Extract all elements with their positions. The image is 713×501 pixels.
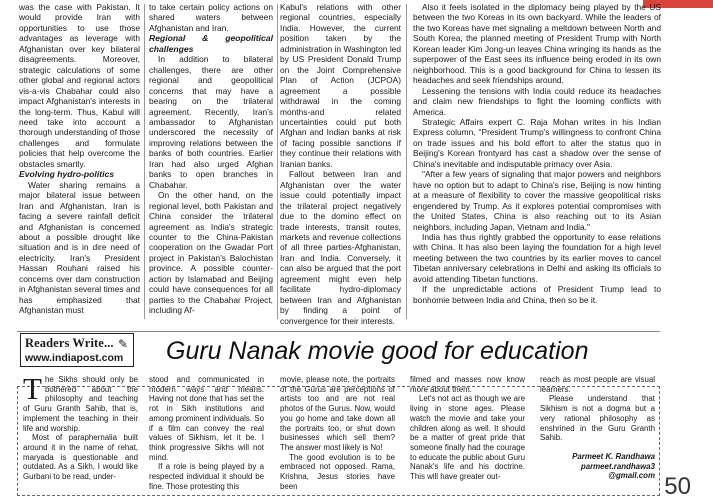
article-paragraph: Also it feels isolated in the diplomacy being played by the US between the two Koreas in its own backyard. While the leaders of the two Koreas have met signaling a meltdown between North and South Korea, the planned meeting of President Trump with North Korean leader Kim Jong-un leaves China wringing its hands as the superpower of the East sees its influence being eroded in its own neighborhood. This is a good background for China to lessen its headaches and seek friendships around. [413, 2, 661, 86]
readers-write-logo [20, 333, 134, 367]
letter-paragraph: Please understand that Sikhism is not a dogma but a very rational philosophy as enshrined in the Guru Granth Sahib. [540, 394, 655, 443]
pen-icon: ✎ [117, 337, 128, 351]
article-paragraph: Kabul's relations with other regional countries, especially India. However, the current position taken by the administration in Washington led by US President Donald Trump on the Joint Comprehensive Plan of Action (JCPOA) agreement a possible withdrawal in the coming months-and related uncertainties could put both Afghan and Indian banks at risk of facing possible sanctions if they continue their relations with Iranian banks. [280, 2, 401, 169]
article-paragraph: If the unpredictable actions of President Trump lead to bonhomie between India and China, then so be it. [413, 284, 661, 305]
signature-email-domain: @gmail.com [608, 471, 655, 481]
signature-name: Parmeet K. Randhawa [572, 451, 655, 461]
letter-paragraph: The good evolution is to be embraced not opposed. Rama, Krishna, Jesus stories have been [280, 452, 395, 491]
column-divider [406, 4, 407, 319]
letter-column-5 [540, 375, 655, 493]
article-column-3 [280, 2, 401, 326]
article-paragraph: Fallout between Iran and Afghanistan over the water issue could potentially impact the trilateral project negatively due to the domino effect on trade interests, transit routes, markets and revenue collections of all three parties-Afghanistan, Iran and India. Conversely, it can also be argued that the port agreement might even help facilitate hydro-diplomacy between Iran and Afghanistan by finding a point of convergence for their interests. [280, 169, 401, 326]
logo-url: www.indiapost.com [25, 352, 124, 364]
letter-paragraph: stood and communicated in modern ways and means. Having not done that has set the rot in Sikh institutions and among prominent individuals. So if a film can convey the real values of Sikhism, let it be. I think progressive Sikhs will not mind. [149, 375, 264, 462]
subheading-regional-challenges: Regional & geopolitical challenges [149, 33, 273, 54]
letter-paragraph: If a role is being played by a respected individual it should be fine. Those protesting this [149, 462, 264, 491]
article-paragraph: was the case with Pakistan. It would provide Iran with opportunities to use those advantages as leverage with Afghanistan over key bilateral disagreements. Moreover, strategic calculations of some other global and regional actors vis-a-vis Chabahar could also impact Afghanistan's interests in the long-term. Thus, Kabul will need take into account a thorough understanding of those challenges and formulate policies that help overcome the obstacles smartly. [19, 2, 140, 169]
page-number: 50 [664, 473, 691, 500]
subheading-hydro-politics: Evolving hydro-politics [19, 169, 115, 180]
article-paragraph: India has thus rightly grabbed the opportunity to ease relations with China. It has also been laying the foundation for a high level meeting between the two countries by its earlier moves to cancel Tibetan anniversary celebrations in Delhi and asking its officials to avoid attending Tibetan functions. [413, 231, 661, 284]
article-paragraph: "After a few years of signaling that major powers and neighbors have no option but to adapt to China's rise, Beijing is now hinting at a measure of flexibility to cover the massive geopolitical risks engendered by Trump. As it explores potential compromises with the United States, China is also reaching out to its Asian neighbors, including Japan, Vietnam and India." [413, 169, 661, 232]
article-paragraph: Lessening the tensions with India could reduce its headaches and claim new friendships to fight the looming conflicts with America. [413, 85, 661, 117]
signature [540, 452, 655, 481]
article-column-1 [19, 2, 140, 320]
article-paragraph: Strategic Affairs expert C. Raja Mohan writes in his Indian Express column, "President Trump's willingness to confront China on trade issues and his bold effort to alter the status quo in Beijing's Korean frontyard has cast a shadow over the sense of China's inevitable and indisputable primacy over Asia. [413, 116, 661, 169]
drop-cap: T [23, 371, 42, 406]
letter-paragraph: Let's not act as though we are living in stone ages. Please watch the movie and take your children along as well. It should be a matter of great pride that someone finally had the courage to educate the public about Guru Nanak's life and his doctrine. This will have greater out- [410, 394, 525, 482]
letter-paragraph: he Sikhs should only be bothered about the philosophy and teaching of Guru Granth Sahib, that is, implement the teaching in their life and worship. [23, 375, 138, 433]
letter-column-1 [23, 371, 138, 493]
article-paragraph: to take certain policy actions on shared waters between Afghanistan and Iran. [149, 2, 273, 33]
signature-email: parmeet.randhawa3 [580, 461, 655, 471]
article-paragraph: Water sharing remains a major bilateral issue between Iran and Afghanistan. Iran is facing a severe rainfall deficit and Afghanistan is concerned about a possible drought like situation and is in dire need of electricity. Iran's President Hassan Rouhani raised his concerns over dam construction in Afghanistan several times and has emphasized that Afghanistan must [19, 179, 140, 316]
letter-column-3 [280, 375, 395, 493]
column-divider [144, 4, 145, 319]
letter-column-4 [410, 375, 525, 493]
letter-paragraph: filmed and masses now know more about them. [410, 375, 525, 394]
letter-column-2 [149, 375, 264, 493]
section-divider [17, 331, 660, 332]
letter-paragraph: Most of paraphernalia built around it in the name of rehat, maryada is questionable and outdated. As a Sikh, I would like Gurbani to be read, under- [23, 433, 138, 482]
letter-headline: Guru Nanak movie good for education [166, 337, 589, 365]
letter-paragraph: movie, please note, the portraits of the Gurus are perceptions of artists too and are not real photos of the Gurus. Now, would you go home and take down all the portraits too, or shut down businesses which sell them? The answer most likely is No! [280, 375, 395, 452]
article-paragraph: On the other hand, on the regional level, both Pakistan and China consider the trilateral agreement as India's strategic counter to the China-Pakistan cooperation on the Gwadar Port project in Pakistan's Balochistan province. A possible counter-action by Islamabad and Beijing could have consequences for all parties to the Chabahar Project, including Af- [149, 190, 273, 316]
article-column-2 [149, 2, 273, 320]
column-divider [277, 4, 278, 319]
article-paragraph: In addition to bilateral challenges, there are other regional and geopolitical concerns that may have a bearing on the trilateral agreement. Recently, Iran's ambassador to Afghanistan underscored the necessity of improving relations between the banks of both countries. Earlier Iran had also urged Afghan banks to open branches in Chabahar. [149, 54, 273, 190]
logo-title: Readers Write... [25, 336, 114, 350]
letter-paragraph: reach as most people are visual learners. [540, 375, 655, 394]
article-column-4 [413, 2, 661, 320]
